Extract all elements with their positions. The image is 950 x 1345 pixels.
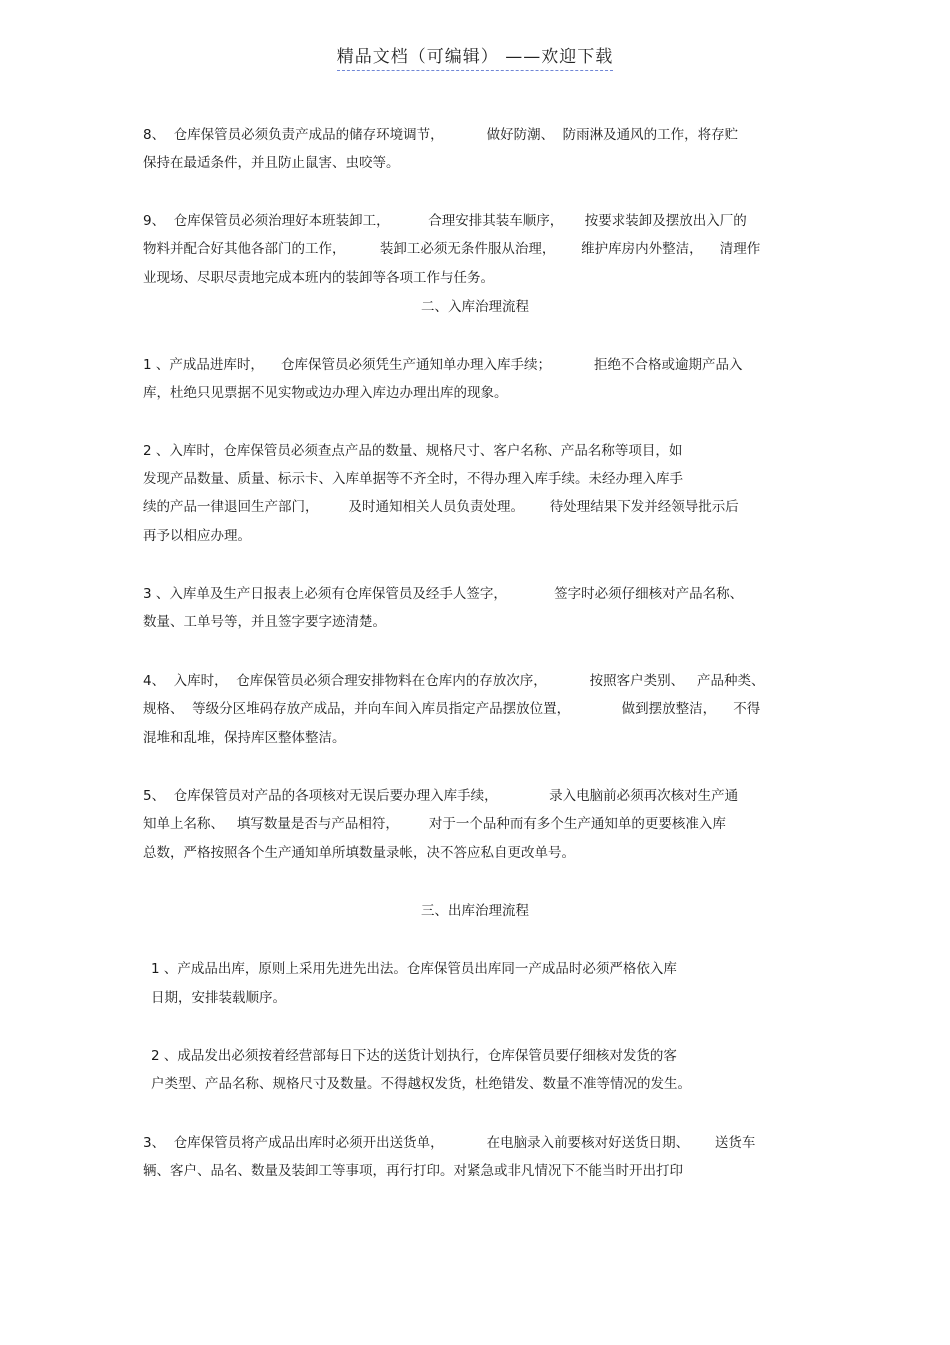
item-9-line-3: 业现场、尽职尽责地完成本班内的装卸等各项工作与任务。 bbox=[143, 270, 494, 286]
outbound-3-line-2: 辆、客户、品名、数量及装卸工等事项，再行打印。对紧急或非凡情况下不能当时开出打印 bbox=[143, 1163, 683, 1179]
outbound-1-line-2: 日期，安排装载顺序。 bbox=[151, 990, 286, 1006]
inbound-5-line-3: 总数，严格按照各个生产通知单所填数量录帐，决不答应私自更改单号。 bbox=[143, 845, 575, 861]
inbound-2-line-4: 再予以相应办理。 bbox=[143, 528, 251, 544]
inbound-4-line-3: 混堆和乱堆，保持库区整体整洁。 bbox=[143, 730, 346, 746]
outbound-3-line-1: 3、 仓库保管员将产成品出库时必须开出送货单， 在电脑录入前要核对好送货日期、 送货车 bbox=[143, 1135, 756, 1151]
outbound-1-line-1: 1 、产成品出库，原则上采用先进先出法。仓库保管员出库同一产成品时必须严格依入库 bbox=[151, 961, 677, 977]
inbound-2-line-3: 续的产品一律退回生产部门， 及时通知相关人员负责处理。 待处理结果下发并经领导批示后 bbox=[143, 499, 739, 515]
outbound-2-line-2: 户类型、产品名称、规格尺寸及数量。不得越权发货，杜绝错发、数量不准等情况的发生。 bbox=[151, 1076, 691, 1092]
outbound-2-line-1: 2 、成品发出必须按着经营部每日下达的送货计划执行，仓库保管员要仔细核对发货的客 bbox=[151, 1048, 677, 1064]
inbound-4-line-2: 规格、 等级分区堆码存放产成品，并向车间入库员指定产品摆放位置， 做到摆放整洁， 不得 bbox=[143, 701, 761, 717]
item-8-line-2: 保持在最适条件，并且防止鼠害、虫咬等。 bbox=[143, 155, 400, 171]
inbound-5-line-1: 5、 仓库保管员对产品的各项核对无误后要办理入库手续， 录入电脑前必须再次核对生产通 bbox=[143, 788, 739, 804]
inbound-2-line-2: 发现产品数量、质量、标示卡、入库单据等不齐全时，不得办理入库手续。未经办理入库手 bbox=[143, 471, 683, 487]
item-8-line-1: 8、 仓库保管员必须负责产成品的储存环境调节， 做好防潮、 防雨淋及通风的工作，将存贮 bbox=[143, 127, 739, 143]
item-9-line-2: 物料并配合好其他各部门的工作， 装卸工必须无条件服从治理， 维护库房内外整洁， 清理作 bbox=[143, 241, 761, 257]
section-heading-inbound: 二、入库治理流程 bbox=[421, 299, 529, 315]
inbound-3-line-2: 数量、工单号等，并且签字要字迹清楚。 bbox=[143, 614, 386, 630]
item-9-line-1: 9、 仓库保管员必须治理好本班装卸工， 合理安排其装车顺序， 按要求装卸及摆放出入厂的 bbox=[143, 213, 747, 229]
inbound-3-line-1: 3 、入库单及生产日报表上必须有仓库保管员及经手人签字， 签字时必须仔细核对产品名称、 bbox=[143, 586, 744, 602]
inbound-1-line-2: 库，杜绝只见票据不见实物或边办理入库边办理出库的现象。 bbox=[143, 385, 508, 401]
header-title: 精品文档（可编辑） ——欢迎下载 bbox=[337, 42, 613, 71]
inbound-4-line-1: 4、 入库时， 仓库保管员必须合理安排物料在仓库内的存放次序， 按照客户类别、 产品种类、 bbox=[143, 673, 765, 689]
inbound-2-line-1: 2 、入库时，仓库保管员必须查点产品的数量、规格尺寸、客户名称、产品名称等项目，如 bbox=[143, 443, 683, 459]
section-heading-outbound: 三、出库治理流程 bbox=[421, 903, 529, 919]
inbound-1-line-1: 1 、产成品进库时， 仓库保管员必须凭生产通知单办理入库手续； 拒绝不合格或逾期产品入 bbox=[143, 357, 743, 373]
inbound-5-line-2: 知单上名称、 填写数量是否与产品相符， 对于一个品种而有多个生产通知单的更要核准入库 bbox=[143, 816, 726, 832]
page-header bbox=[0, 42, 950, 71]
